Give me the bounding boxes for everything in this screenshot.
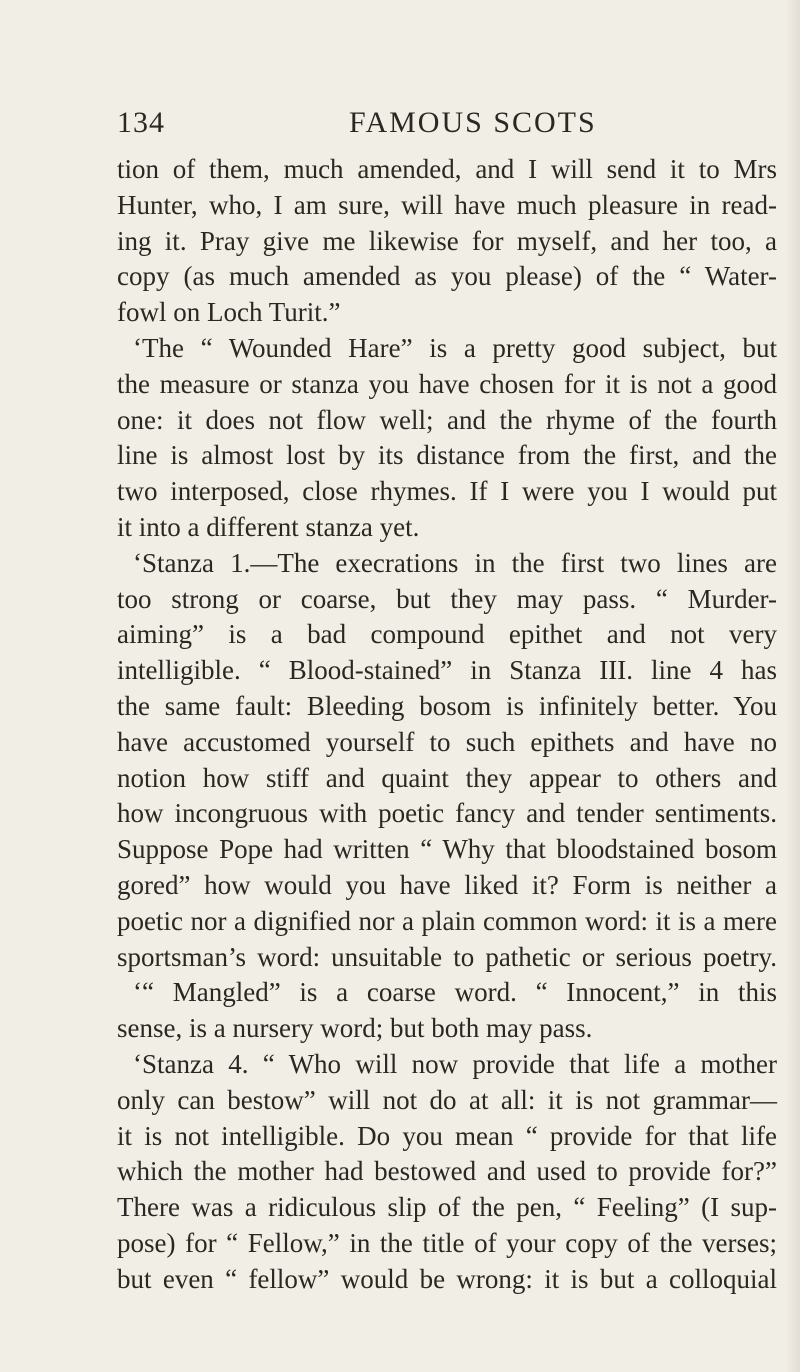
text-line: There was a ridiculous slip of the pen, “ Feeling” (I sup- bbox=[117, 1192, 777, 1223]
text-line: it into a different stanza yet. bbox=[117, 511, 420, 542]
text-line: ‘“ Mangled” is a coarse word. “ Innocent,” in this bbox=[133, 977, 777, 1008]
body-text bbox=[117, 152, 777, 1298]
text-line: sportsman’s word: unsuitable to pathetic or serious poetry. bbox=[117, 941, 777, 972]
text-line: ‘Stanza 1.—The execrations in the first two lines are bbox=[133, 547, 777, 578]
text-line: gored” how would you have liked it? Form is neither a bbox=[117, 869, 777, 900]
text-line: which the mother had bestowed and used to provide for?” bbox=[117, 1156, 777, 1187]
page-edge-shadow bbox=[786, 0, 800, 1372]
text-line: Hunter, who, I am sure, will have much pleasure in read- bbox=[117, 189, 777, 220]
text-line: poetic nor a dignified nor a plain common word: it is a mere bbox=[117, 905, 777, 936]
text-line: too strong or coarse, but they may pass. “ Murder- bbox=[117, 583, 777, 614]
text-line: one: it does not flow well; and the rhyme of the fourth bbox=[117, 404, 777, 435]
text-line: ing it. Pray give me likewise for myself, and her too, a bbox=[117, 225, 777, 256]
text-line: only can bestow” will not do at all: it is not grammar— bbox=[117, 1084, 777, 1115]
page-header bbox=[117, 98, 777, 148]
text-line: sense, is a nursery word; but both may pass. bbox=[117, 1013, 593, 1044]
text-line: but even “ fellow” would be wrong: it is but a colloquial bbox=[117, 1263, 777, 1294]
text-line: it is not intelligible. Do you mean “ provide for that life bbox=[117, 1120, 777, 1151]
text-line: Suppose Pope had written “ Why that bloodstained bosom bbox=[117, 834, 777, 865]
running-head: FAMOUS SCOTS bbox=[349, 106, 597, 139]
text-line: fowl on Loch Turit.” bbox=[117, 297, 341, 328]
text-line: have accustomed yourself to such epithets and have no bbox=[117, 726, 777, 757]
text-line: the measure or stanza you have chosen for it is not a good bbox=[117, 368, 777, 399]
text-line: how incongruous with poetic fancy and tender sentiments. bbox=[117, 798, 777, 829]
text-line: ‘The “ Wounded Hare” is a pretty good subject, but bbox=[133, 332, 777, 363]
text-line: line is almost lost by its distance from the first, and the bbox=[117, 440, 777, 471]
text-line: the same fault: Bleeding bosom is infinitely better. You bbox=[117, 690, 777, 721]
text-line: tion of them, much amended, and I will send it to Mrs bbox=[117, 154, 777, 184]
page-number: 134 bbox=[117, 106, 165, 139]
text-line: pose) for “ Fellow,” in the title of your copy of the verses; bbox=[117, 1227, 777, 1258]
text-line: intelligible. “ Blood-stained” in Stanza III. line 4 has bbox=[117, 655, 777, 686]
text-line: two interposed, close rhymes. If I were you I would put bbox=[117, 476, 777, 507]
text-line: copy (as much amended as you please) of the “ Water- bbox=[117, 261, 777, 292]
text-line: aiming” is a bad compound epithet and not very bbox=[117, 619, 777, 650]
text-line: notion how stiff and quaint they appear to others and bbox=[117, 762, 777, 793]
text-line: ‘Stanza 4. “ Who will now provide that life a mother bbox=[133, 1048, 777, 1079]
